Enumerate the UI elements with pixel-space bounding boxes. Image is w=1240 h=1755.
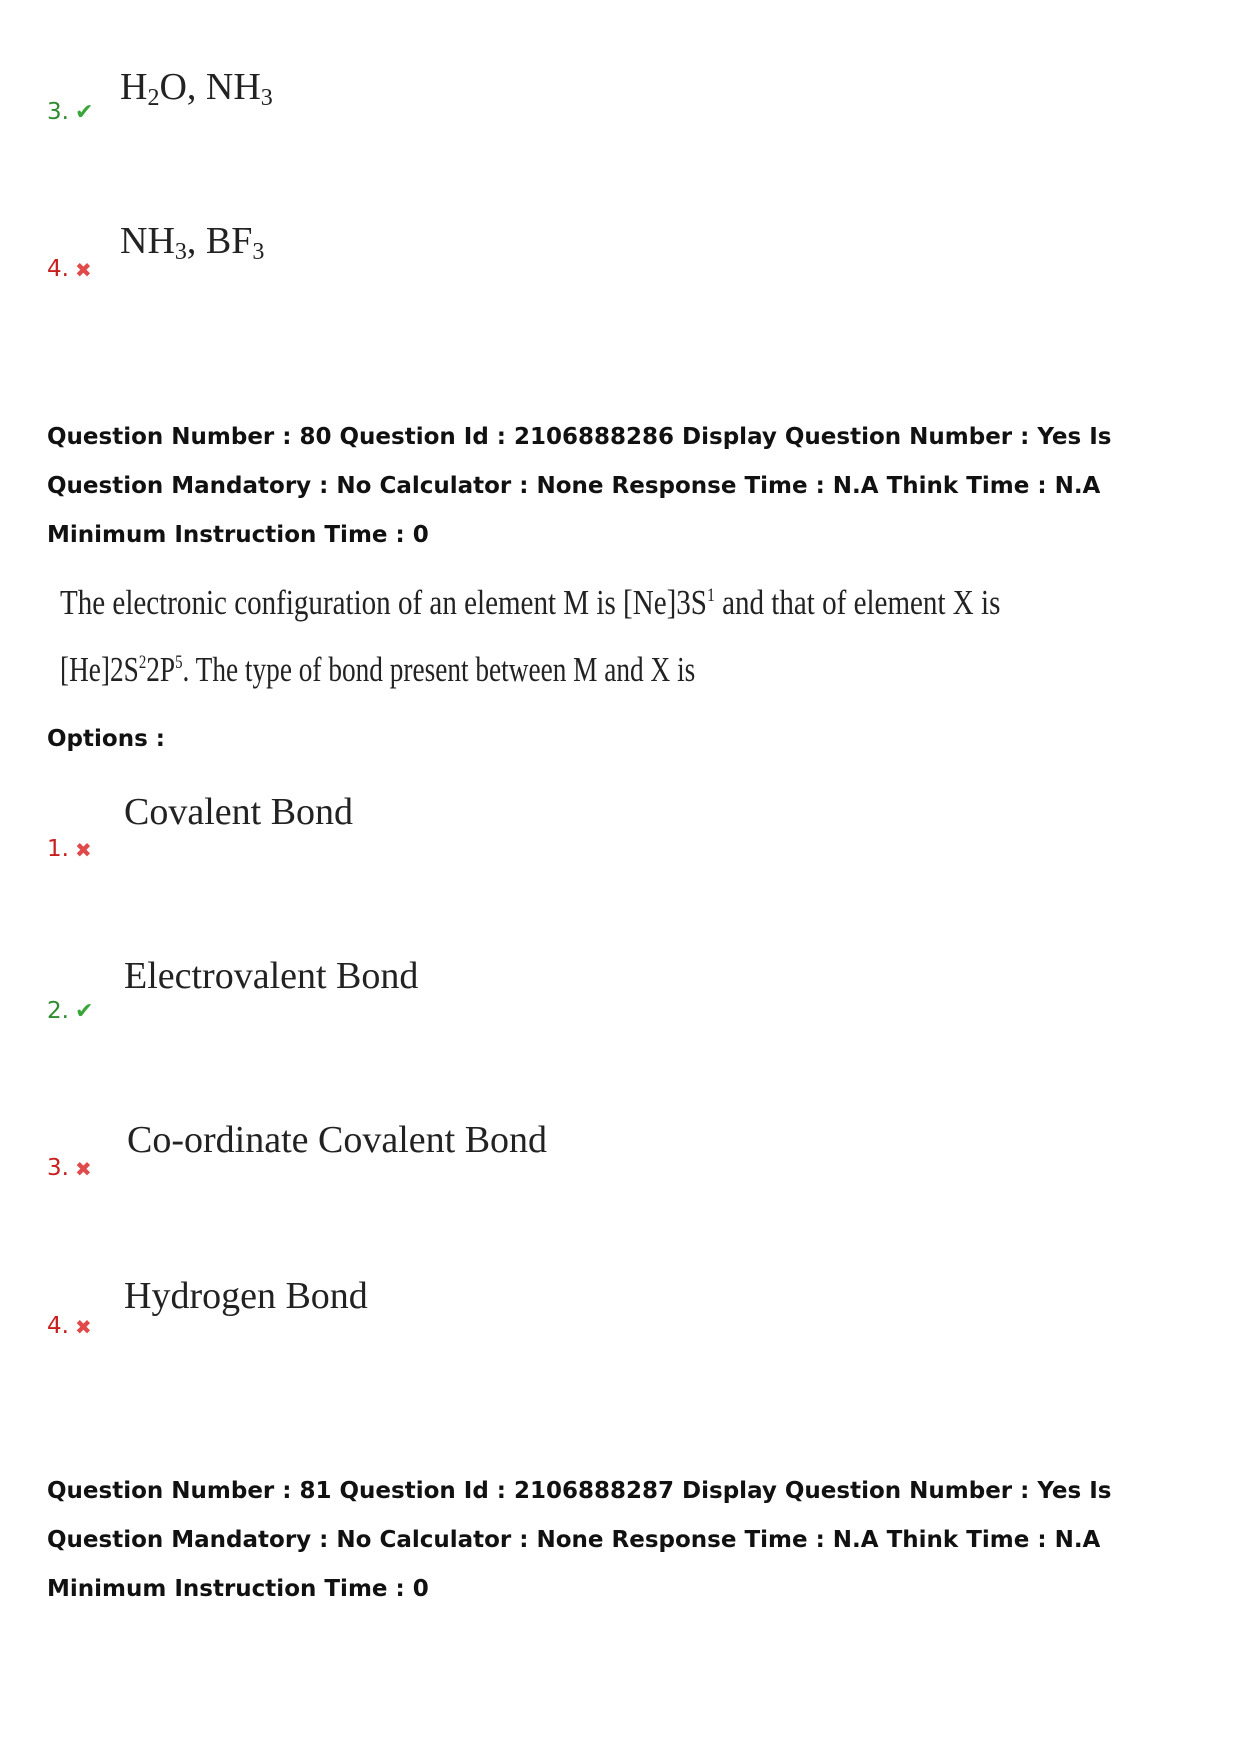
check-icon: ✔ [74, 99, 94, 125]
question-80-text-line1: The electronic configuration of an element M is $[Ne]3S^1$ and that of element X is [60, 583, 1001, 622]
question-80-meta: Question Number : 80 Question Id : 2106888286 Display Question Number : Yes Is Question Mandatory : No Calculator : None Response Time : N.A Think Time : N.A Minimum Instruction Time : 0 [47, 424, 1112, 548]
option-3-text: Co-ordinate Covalent Bond [127, 1119, 548, 1161]
cross-icon: ✖ [74, 257, 92, 282]
cross-icon: ✖ [74, 837, 92, 862]
options-label: Options : [47, 726, 165, 752]
check-icon: ✔ [74, 998, 94, 1024]
option-4-number: 4. ✖ [47, 1313, 92, 1339]
option-1-number: 1. ✖ [47, 836, 92, 862]
option-4-text: Hydrogen Bond [124, 1275, 368, 1317]
option-1-text: Covalent Bond [124, 791, 354, 833]
cross-icon: ✖ [74, 1314, 92, 1339]
prev-option-4-number: 4. ✖ [47, 256, 92, 282]
option-2-text: Electrovalent Bond [124, 955, 419, 997]
option-3-number: 3. ✖ [47, 1155, 92, 1181]
prev-option-3-formula: $H_2O$, $NH_3$ [120, 66, 273, 111]
option-2-number: 2. ✔ [47, 998, 94, 1024]
prev-option-3-number: 3. ✔ [47, 99, 94, 125]
question-80-text-line2: $[He]2S^22P^5$. The type of bond present between M and X is [60, 650, 696, 689]
cross-icon: ✖ [74, 1156, 92, 1181]
question-81-meta: Question Number : 81 Question Id : 2106888287 Display Question Number : Yes Is Question Mandatory : No Calculator : None Response Time : N.A Think Time : N.A Minimum Instruction Time : 0 [47, 1478, 1112, 1602]
prev-option-4-formula: $NH_3$, $BF_3$ [120, 220, 265, 265]
